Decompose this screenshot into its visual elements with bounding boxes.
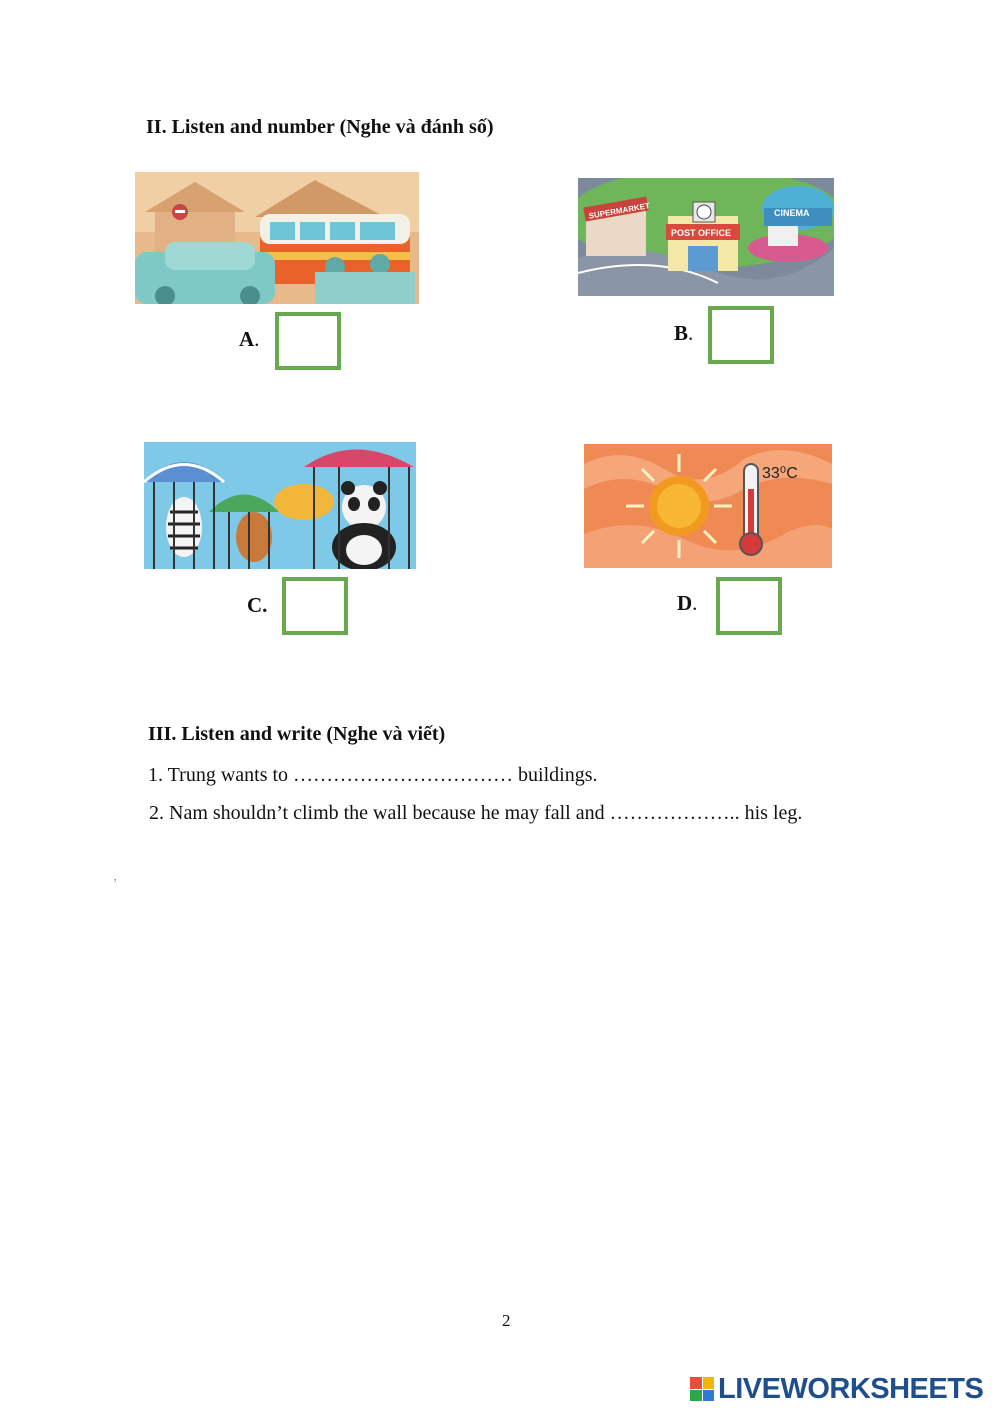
- town-buildings-picture: [578, 178, 834, 296]
- liveworksheets-logo-icon: [690, 1377, 714, 1401]
- answer-box-c[interactable]: [282, 577, 348, 635]
- write-line-2[interactable]: 2. Nam shouldn’t climb the wall because he may fall and ……………….. his leg.: [149, 802, 803, 824]
- hot-weather-picture: [584, 444, 832, 568]
- section-3-heading: III. Listen and write (Nghe và viết): [148, 723, 446, 745]
- liveworksheets-logo: [690, 1374, 983, 1404]
- answer-box-a[interactable]: [275, 312, 341, 370]
- zoo-animals-picture: [144, 442, 416, 569]
- section-2-heading: II. Listen and number (Nghe và đánh số): [146, 116, 494, 138]
- write-line-1[interactable]: 1. Trung wants to …………………………… buildings.: [148, 764, 598, 786]
- supermarket-sign: SUPERMARKET: [588, 201, 651, 221]
- temperature-text: 33⁰C: [762, 465, 798, 482]
- traffic-jam-picture: [135, 172, 419, 304]
- cinema-sign: CINEMA: [774, 208, 810, 218]
- answer-box-b[interactable]: [708, 306, 774, 364]
- answer-box-d[interactable]: [716, 577, 782, 635]
- post-office-sign: POST OFFICE: [671, 228, 732, 238]
- page-number: 2: [502, 1311, 511, 1330]
- option-c-label: C.: [247, 593, 268, 617]
- option-d-label: D.: [677, 591, 698, 615]
- option-b-label: B.: [674, 321, 694, 345]
- stray-mark: ,: [114, 872, 117, 883]
- option-a-label: A.: [239, 327, 260, 351]
- liveworksheets-logo-text: LIVEWORKSHEETS: [718, 1372, 984, 1405]
